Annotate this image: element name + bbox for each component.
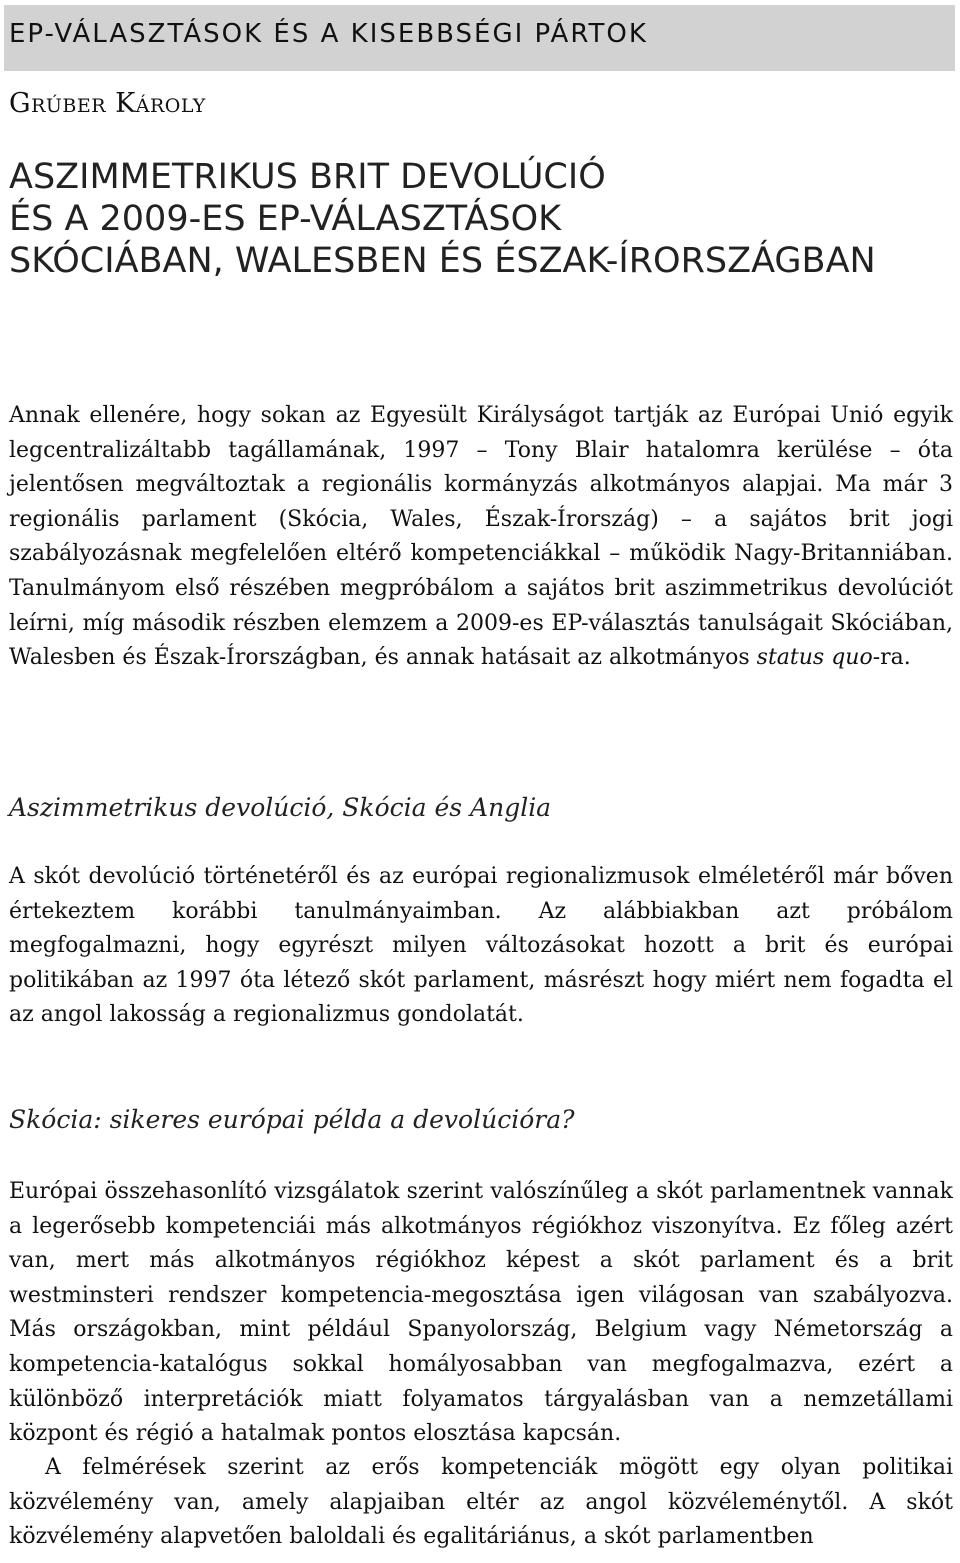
body-paragraph: A skót devolúció történetéről és az európai regionalizmusok elméletéről már bőven értekeztem korábbi tanulmányaimban. Az alábbiakban azt próbálom megfogalmazni, hogy egyrészt milyen változásokat hozott a brit és európai politikában az 1997 óta létező skót parlament, másrészt hogy miért nem fogadta el az angol lakosság a regionalizmus gondolatát. bbox=[9, 864, 953, 1028]
body-paragraph: Európai összehasonlító vizsgálatok szerint valószínűleg a skót parlamentnek vannak a legerősebb kompetenciái más alkotmányos régiókhoz viszonyítva. Ez főleg azért van, mert más alkotmányos régiókhoz képest a skót parlament és a brit westminsteri rendszer kompetencia-megosztása igen világosan van szabályozva. Más országokban, mint például Spanyolország, Belgium vagy Németország a kompetencia-katalógus sokkal homályosabban van megfogalmazva, ezért a különböző interpretációk miatt folyamatos tárgyalásban van a nemzetállami központ és régió a hatalmak pontos elosztása kapcsán. bbox=[9, 1179, 953, 1447]
author-name: Grúber Károly bbox=[9, 88, 206, 119]
section-heading: Aszimmetrikus devolúció, Skócia és Anglia bbox=[9, 793, 552, 822]
abstract-paragraph bbox=[9, 399, 953, 676]
body-paragraph bbox=[9, 1451, 953, 1555]
section-heading: Skócia: sikeres európai példa a devolúcióra? bbox=[9, 1105, 575, 1134]
abstract-text: Annak ellenére, hogy sokan az Egyesült Királyságot tartják az Európai Unió egyik legcentralizáltabb tagállamának, 1997 – Tony Blair hatalomra kerülése – óta jelentősen megváltoztak a regionális kormányzás alkotmányos alapjai. Ma már 3 regionális parlament (Skócia, Wales, Észak-Írország) – a sajátos brit jogi szabályozásnak megfelelően eltérő kompetenciákkal – működik Nagy-Britanniában. Tanulmányom első részében megpróbálom a sajátos brit aszimmetrikus devolúciót leírni, míg második részben elemzem a 2009-es EP-választás tanulságait Skóciában, Walesben és Észak-Írországban, és annak hatásait az alkotmányos bbox=[9, 403, 953, 671]
body-paragraph-text: A felmérések szerint az erős kompetenciák mögött egy olyan politikai közvélemény van, amely alapjaiban eltér az angol közvéleménytől. A skót közvélemény alapvetően baloldali és egalitáriánus, a skót parlamentben bbox=[9, 1455, 953, 1550]
article-title-line: ÉS A 2009-ES EP-VÁLASZTÁSOK bbox=[9, 199, 562, 239]
abstract-text-end: -ra. bbox=[872, 645, 911, 671]
article-title-line: SKÓCIÁBAN, WALESBEN ÉS ÉSZAK-ÍRORSZÁGBAN bbox=[9, 241, 876, 281]
abstract-italic-term: status quo bbox=[756, 645, 873, 671]
article-title bbox=[9, 156, 876, 282]
article-title-line: ASZIMMETRIKUS BRIT DEVOLÚCIÓ bbox=[9, 157, 606, 197]
section-header-title: EP-VÁLASZTÁSOK ÉS A KISEBBSÉGI PÁRTOK bbox=[9, 19, 648, 49]
